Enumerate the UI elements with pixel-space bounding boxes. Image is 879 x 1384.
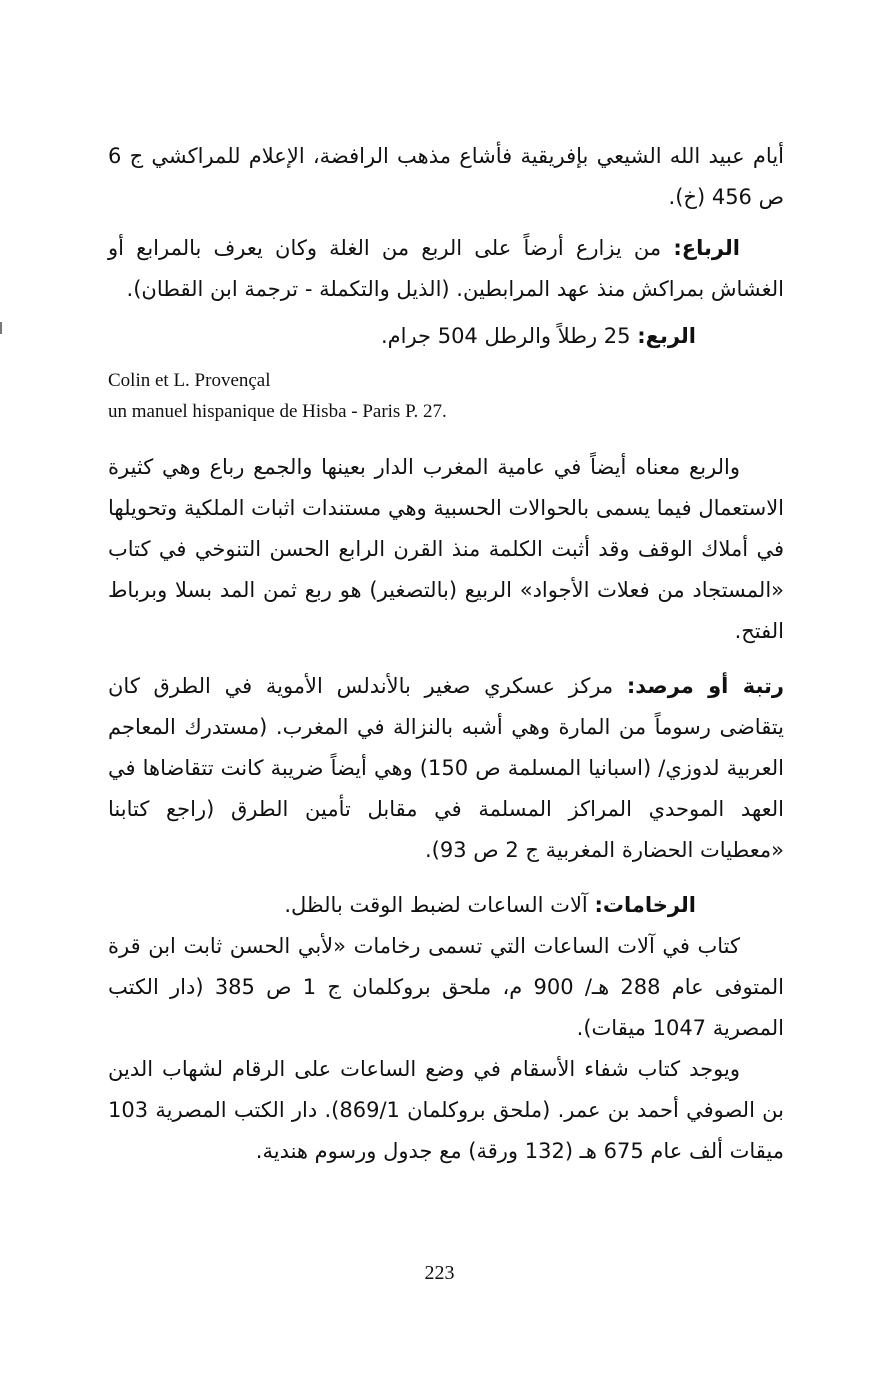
term-rub: الربع: xyxy=(637,324,696,348)
paragraph-kitab-rukhamat: كتاب في آلات الساعات التي تسمى رخامات «لأبي الحسن ثابت ابن قرة المتوفى عام 288 هـ/ 900 م، ملحق بروكلمان ج 1 ص 385 (دار الكتب المصرية 1047 ميقات). xyxy=(108,934,785,1040)
reference-line-authors: Colin et L. Provençal xyxy=(108,370,271,391)
term-ribaa: الرباع: xyxy=(673,236,740,260)
paragraph-rukhamat xyxy=(108,885,784,926)
french-reference xyxy=(108,365,784,427)
term-rutba: رتبة أو مرصد: xyxy=(626,674,784,698)
term-rukhamat: الرخامات: xyxy=(594,893,696,917)
paragraph-rub xyxy=(108,316,784,357)
definition-rukhamat: آلات الساعات لضبط الوقت بالظل. xyxy=(284,893,595,917)
definition-ribaa: من يزارع أرضاً على الربع من الغلة وكان يعرف بالمرابع أو الغشاش بمراكش منذ عهد المرابطين. (الذيل والتكملة - ترجمة ابن القطان). xyxy=(108,236,784,301)
definition-rub: 25 رطلاً والرطل 504 جرام. xyxy=(380,324,638,348)
page-number: 223 xyxy=(424,1262,455,1284)
page-body xyxy=(108,136,784,1172)
definition-rutba: مركز عسكري صغير بالأندلس الأموية في الطرق كان يتقاضى رسوماً من المارة وهي أشبه بالنزالة في المغرب. (مستدرك المعاجم العربية لدوزي/ (اسبانيا المسلمة ص 150) وهي أيضاً ضريبة كانت تتقاضاها في العهد الموحدي المراكز المسلمة في مقابل تأمين الطرق (راجع كتابنا «معطيات الحضارة المغربية ج 2 ص 93). xyxy=(108,674,785,862)
scan-margin-mark xyxy=(0,322,2,334)
reference-line-title: un manuel hispanique de Hisba - Paris P. 27. xyxy=(108,401,447,422)
paragraph-continuation: أيام عبيد الله الشيعي بإفريقية فأشاع مذهب الرافضة، الإعلام للمراكشي ج 6 ص 456 (خ). xyxy=(108,144,784,209)
paragraph-rub-meaning: والربع معناه أيضاً في عامية المغرب الدار بعينها والجمع رباع وهي كثيرة الاستعمال فيما يسمى بالحوالات الحسبية وهي مستندات اثبات الملكية وتحويلها في أملاك الوقف وقد أثبت الكلمة منذ القرن الرابع الحسن التنوخي في كتاب «المستجاد من فعلات الأجواد» الربيع (بالتصغير) هو ربع ثمن المد بسلا وبرباط الفتح. xyxy=(108,455,784,643)
paragraph-rutba xyxy=(108,666,784,871)
paragraph-shifa-al-asqam: ويوجد كتاب شفاء الأسقام في وضع الساعات على الرقام لشهاب الدين بن الصوفي أحمد بن عمر. (ملحق بروكلمان 869/1). دار الكتب المصرية 103 ميقات ألف عام 675 هـ (132 ورقة) مع جدول ورسوم هندية. xyxy=(108,1057,784,1163)
paragraph-ribaa xyxy=(108,228,784,310)
